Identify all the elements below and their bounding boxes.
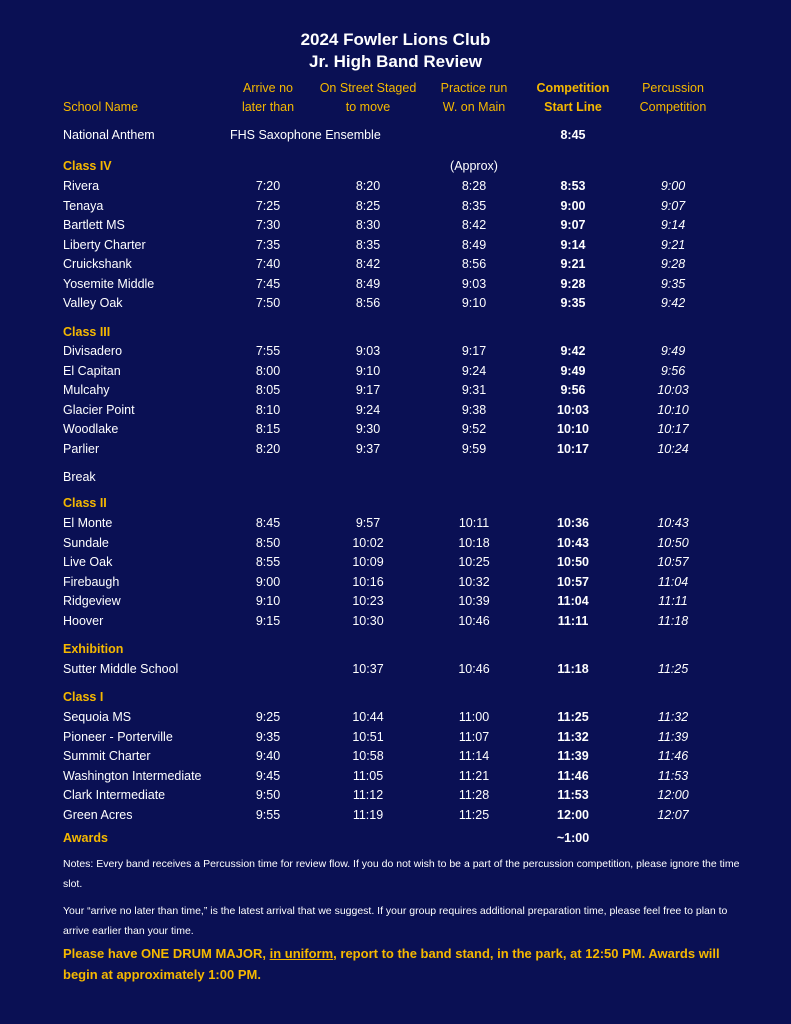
schedule-arrive-cell: 9:45: [255, 768, 281, 783]
schedule-arrive-cell: 9:55: [255, 807, 281, 822]
schedule-school-cell: Hoover: [63, 613, 104, 628]
schedule-perc-cell: 9:28: [660, 257, 686, 271]
note-percussion: Notes: Every band receives a Percussion time for review flow. If you do not wish to be a part of the percussion competition, please ignore the time slot.: [63, 858, 740, 890]
header-arrive: Arrive no later than: [241, 81, 295, 114]
schedule-practice-cell: 8:49: [461, 237, 487, 252]
schedule-arrive-cell: 8:10: [255, 402, 281, 417]
schedule-staged-cell: 8:56: [355, 296, 381, 310]
schedule-practice-cell: 9:10: [461, 296, 487, 310]
schedule-arrive-cell: 7:35: [255, 237, 281, 252]
schedule-school-cell: Clark Intermediate: [63, 788, 166, 802]
schedule-arrive-cell: 8:55: [255, 555, 281, 569]
section-class-iii: Class III: [63, 325, 111, 339]
break-label: Break: [63, 470, 96, 484]
schedule-arrive-cell: 9:10: [255, 594, 281, 608]
schedule-staged-cell: 8:20: [355, 179, 381, 193]
anthem-performer: FHS Saxophone Ensemble: [230, 128, 381, 142]
schedule-staged-cell: 10:51: [352, 729, 384, 744]
schedule-practice-cell: 8:28: [461, 179, 487, 193]
page-subtitle: Jr. High Band Review: [309, 52, 482, 71]
awards-label: Awards: [63, 831, 108, 845]
schedule-perc-cell: 10:43: [657, 516, 689, 530]
schedule-start-cell: 9:21: [560, 257, 586, 271]
schedule-school-cell: Woodlake: [63, 422, 119, 436]
schedule-staged-cell: 10:23: [352, 594, 384, 608]
schedule-staged-cell: 11:19: [352, 807, 384, 822]
approx-note: (Approx): [450, 159, 498, 173]
schedule-start-cell: 11:53: [557, 788, 589, 802]
schedule-school-cell: Liberty Charter: [63, 237, 146, 252]
schedule-staged-cell: 9:10: [355, 363, 381, 378]
schedule-arrive-cell: 8:00: [255, 363, 281, 378]
schedule-perc-cell: 10:10: [657, 402, 689, 417]
schedule-school-cell: Cruickshank: [63, 257, 132, 271]
schedule-start-cell: 11:11: [557, 613, 589, 628]
schedule-practice-cell: 11:14: [458, 749, 490, 763]
schedule-staged-cell: 9:17: [355, 383, 381, 397]
schedule-school-cell: Valley Oak: [63, 296, 123, 310]
schedule-school-cell: Summit Charter: [63, 749, 151, 763]
schedule-staged-cell: 9:57: [355, 516, 381, 530]
schedule-start-cell: 9:14: [560, 237, 586, 252]
schedule-perc-cell: 10:24: [657, 441, 689, 456]
schedule-practice-cell: 10:25: [458, 555, 490, 569]
schedule-staged-cell: 8:35: [355, 237, 381, 252]
schedule-practice-cell: 8:42: [461, 218, 487, 232]
schedule-start-cell: 10:17: [557, 441, 589, 456]
schedule-perc-cell: 9:07: [660, 198, 686, 213]
schedule-start-cell: 11:39: [557, 749, 589, 763]
schedule-arrive-cell: 7:50: [255, 296, 281, 310]
schedule-perc-cell: 11:53: [657, 768, 689, 783]
drum-major-instructions: Please have ONE DRUM MAJOR, in uniform, report to the band stand, in the park, at 12:50 PM. Awards will begin at approximately 1:00 PM.: [63, 946, 720, 982]
schedule-start-cell: 9:07: [560, 218, 586, 232]
schedule-perc-cell: 12:07: [657, 807, 689, 822]
schedule-school-cell: Divisadero: [63, 344, 123, 358]
schedule-perc-cell: 11:39: [657, 729, 689, 744]
schedule-start-cell: 9:49: [560, 363, 586, 378]
schedule-staged-cell: 8:42: [355, 257, 381, 271]
schedule-staged-cell: 10:30: [352, 613, 384, 628]
schedule-school-cell: Washington Intermediate: [63, 768, 202, 783]
schedule-practice-cell: 10:32: [458, 574, 490, 589]
schedule-perc-cell: 9:00: [660, 179, 686, 193]
schedule-practice-cell: 9:24: [461, 363, 487, 378]
schedule-staged-cell: 8:49: [355, 276, 381, 291]
schedule-start-cell: 10:57: [557, 574, 589, 589]
schedule-start-cell: 9:35: [560, 296, 586, 310]
section-class-ii: Class II: [63, 496, 107, 510]
schedule-start-cell: 11:18: [557, 662, 589, 676]
schedule-perc-cell: 9:21: [660, 237, 686, 252]
schedule-school-cell: El Monte: [63, 516, 113, 530]
schedule-practice-cell: 11:00: [458, 710, 490, 724]
schedule-arrive-cell: 9:15: [255, 613, 281, 628]
schedule-start-cell: 11:32: [557, 729, 589, 744]
schedule-start-cell: 10:10: [557, 422, 589, 436]
schedule-staged-cell: 9:37: [355, 441, 381, 456]
schedule-school-cell: Ridgeview: [63, 594, 121, 608]
schedule-practice-cell: 10:46: [458, 662, 490, 676]
schedule-staged-cell: 10:44: [352, 710, 384, 724]
schedule-start-cell: 10:36: [557, 516, 589, 530]
schedule-start-cell: 11:46: [557, 768, 589, 783]
awards-start: ~1:00: [556, 831, 590, 845]
schedule-perc-cell: 11:04: [657, 574, 689, 589]
schedule-arrive-cell: 8:05: [255, 383, 281, 397]
schedule-staged-cell: 10:09: [352, 555, 384, 569]
schedule-perc-cell: 11:46: [657, 749, 689, 763]
schedule-practice-cell: 11:21: [458, 768, 490, 783]
schedule-arrive-cell: 7:25: [255, 198, 281, 213]
schedule-staged-cell: 10:02: [352, 535, 384, 550]
schedule-school-cell: Mulcahy: [63, 383, 110, 397]
schedule-perc-cell: 11:11: [658, 594, 688, 608]
schedule-arrive-cell: 7:55: [255, 344, 281, 358]
schedule-start-cell: 10:50: [557, 555, 589, 569]
schedule-perc-cell: 9:49: [660, 344, 686, 358]
anthem-start: 8:45: [560, 128, 586, 142]
section-class-iv: Class IV: [63, 159, 112, 173]
schedule-perc-cell: 11:25: [657, 662, 689, 676]
schedule-school-cell: Sundale: [63, 535, 109, 550]
schedule-school-cell: Sequoia MS: [63, 710, 132, 724]
schedule-practice-cell: 11:25: [458, 807, 490, 822]
header-practice: Practice run W. on Main: [440, 81, 508, 114]
schedule-school-cell: Sutter Middle School: [63, 662, 179, 676]
schedule-school-cell: Green Acres: [63, 807, 133, 822]
schedule-perc-cell: 9:56: [660, 363, 686, 378]
schedule-practice-cell: 10:18: [458, 535, 490, 550]
note-arrival: Your “arrive no later than time,” is the latest arrival that we suggest. If your group requires additional preparation time, please feel free to plan to arrive earlier than your time.: [63, 905, 728, 937]
anthem-label: National Anthem: [63, 128, 155, 142]
schedule-arrive-cell: 7:40: [255, 257, 281, 271]
schedule-staged-cell: 11:12: [352, 788, 384, 802]
schedule-school-cell: Rivera: [63, 179, 100, 193]
schedule-start-cell: 9:00: [560, 198, 586, 213]
schedule-practice-cell: 11:07: [458, 729, 490, 744]
schedule-arrive-cell: 7:30: [255, 218, 281, 232]
schedule-start-cell: 11:25: [557, 710, 589, 724]
schedule-practice-cell: 9:31: [461, 383, 487, 397]
schedule-practice-cell: 9:03: [461, 276, 487, 291]
schedule-start-cell: 11:04: [557, 594, 589, 608]
schedule-practice-cell: 10:46: [458, 613, 490, 628]
schedule-start-cell: 8:53: [560, 179, 586, 193]
schedule-perc-cell: 10:03: [657, 383, 689, 397]
schedule-start-cell: 9:42: [560, 344, 586, 358]
schedule-start-cell: 9:28: [560, 276, 586, 291]
header-staged: On Street Staged to move: [319, 81, 417, 114]
schedule-school-cell: Bartlett MS: [63, 218, 125, 232]
section-class-i: Class I: [63, 690, 104, 704]
schedule-school-cell: Glacier Point: [63, 402, 135, 417]
schedule-school-cell: El Capitan: [63, 363, 121, 378]
schedule-perc-cell: 10:50: [657, 535, 689, 550]
schedule-start-cell: 10:03: [557, 402, 589, 417]
schedule-school-cell: Live Oak: [63, 555, 113, 569]
schedule-arrive-cell: 7:20: [255, 179, 281, 193]
header-school-name: School Name: [63, 100, 139, 114]
page-title: 2024 Fowler Lions Club: [300, 30, 491, 49]
schedule-perc-cell: 11:32: [657, 710, 689, 724]
schedule-staged-cell: 10:58: [352, 749, 384, 763]
schedule-arrive-cell: 9:25: [255, 710, 281, 724]
schedule-perc-cell: 9:14: [660, 218, 686, 232]
schedule-practice-cell: 9:59: [461, 441, 487, 456]
schedule-arrive-cell: 9:35: [255, 729, 281, 744]
schedule-perc-cell: 11:18: [657, 613, 689, 628]
header-competition: Competition Start Line: [536, 81, 610, 114]
schedule-perc-cell: 12:00: [657, 788, 689, 802]
schedule-practice-cell: 10:11: [458, 516, 490, 530]
section-exhibition: Exhibition: [63, 642, 124, 656]
schedule-staged-cell: 9:03: [355, 344, 381, 358]
schedule-staged-cell: 9:24: [355, 402, 381, 417]
schedule-practice-cell: 9:38: [461, 402, 487, 417]
schedule-arrive-cell: 9:00: [255, 574, 281, 589]
schedule-school-cell: Pioneer - Porterville: [63, 729, 173, 744]
schedule-perc-cell: 9:42: [660, 296, 686, 310]
schedule-arrive-cell: 8:15: [255, 422, 281, 436]
schedule-staged-cell: 8:25: [355, 198, 381, 213]
schedule-perc-cell: 10:57: [657, 555, 689, 569]
schedule-start-cell: 10:43: [557, 535, 589, 550]
schedule-arrive-cell: 9:50: [255, 788, 281, 802]
schedule-staged-cell: 10:37: [352, 662, 384, 676]
schedule-staged-cell: 9:30: [355, 422, 381, 436]
schedule-practice-cell: 11:28: [458, 788, 490, 802]
schedule-start-cell: 12:00: [557, 807, 589, 822]
schedule-arrive-cell: 7:45: [255, 276, 281, 291]
schedule-staged-cell: 11:05: [352, 768, 384, 783]
schedule-practice-cell: 8:56: [461, 257, 487, 271]
schedule-arrive-cell: 8:45: [255, 516, 281, 530]
schedule-school-cell: Parlier: [63, 441, 100, 456]
schedule-start-cell: 9:56: [560, 383, 586, 397]
schedule-practice-cell: 9:52: [461, 422, 487, 436]
schedule-staged-cell: 8:30: [355, 218, 381, 232]
schedule-practice-cell: 9:17: [461, 344, 487, 358]
schedule-staged-cell: 10:16: [352, 574, 384, 589]
schedule-perc-cell: 10:17: [657, 422, 689, 436]
schedule-perc-cell: 9:35: [660, 276, 686, 291]
schedule-practice-cell: 10:39: [458, 594, 490, 608]
schedule-arrive-cell: 9:40: [255, 749, 281, 763]
schedule-arrive-cell: 8:50: [255, 535, 281, 550]
header-percussion: Percussion Competition: [639, 81, 707, 114]
schedule-arrive-cell: 8:20: [255, 441, 281, 456]
schedule-school-cell: Tenaya: [63, 198, 104, 213]
schedule-school-cell: Yosemite Middle: [63, 276, 155, 291]
schedule-practice-cell: 8:35: [461, 198, 487, 213]
schedule-school-cell: Firebaugh: [63, 574, 120, 589]
